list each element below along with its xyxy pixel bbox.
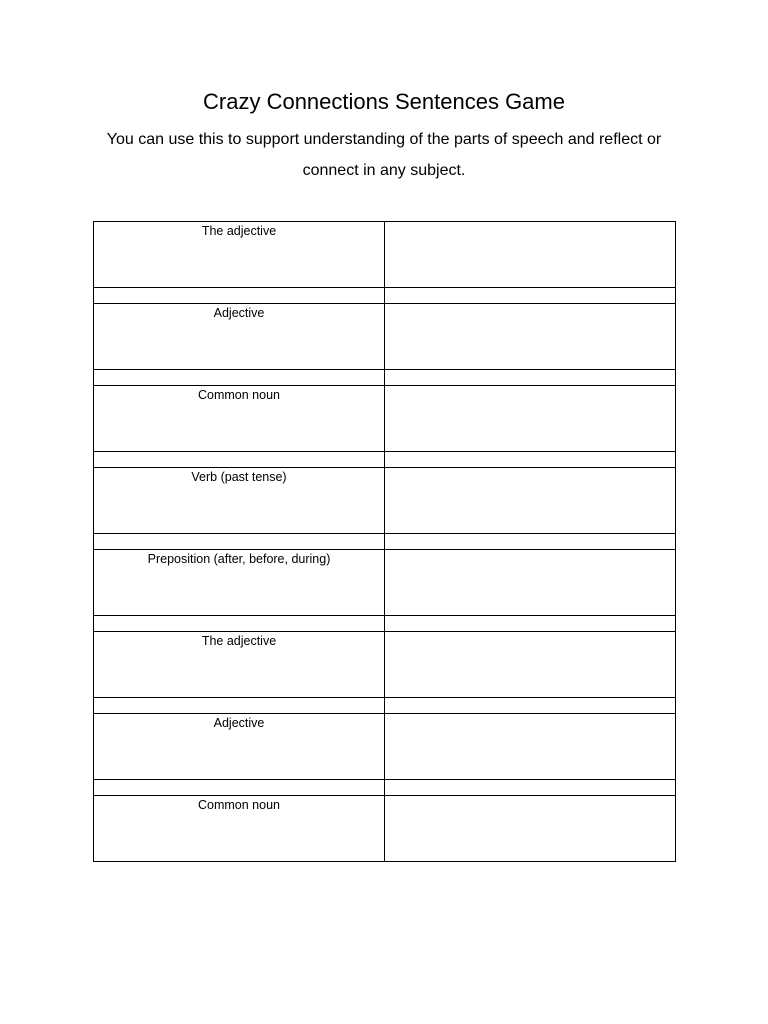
spacer-cell	[94, 370, 385, 386]
answer-cell[interactable]	[385, 304, 676, 370]
table-row	[94, 386, 676, 452]
answer-cell[interactable]	[385, 386, 676, 452]
document-title: Crazy Connections Sentences Game	[203, 89, 565, 114]
spacer-cell	[385, 370, 676, 386]
label-cell	[94, 468, 385, 534]
row-label: Adjective	[213, 306, 265, 320]
table-row	[94, 714, 676, 780]
table-row	[94, 222, 676, 288]
row-label: Preposition (after, before, during)	[147, 552, 331, 566]
label-cell	[94, 550, 385, 616]
spacer-row	[94, 534, 676, 550]
label-cell	[94, 714, 385, 780]
spacer-row	[94, 452, 676, 468]
spacer-cell	[94, 534, 385, 550]
spacer-cell	[385, 616, 676, 632]
spacer-cell	[385, 534, 676, 550]
spacer-cell	[385, 452, 676, 468]
spacer-cell	[385, 288, 676, 304]
answer-cell[interactable]	[385, 550, 676, 616]
table-row	[94, 632, 676, 698]
row-label: Common noun	[198, 388, 280, 402]
table-row	[94, 796, 676, 862]
row-label: The adjective	[201, 634, 277, 648]
spacer-cell	[94, 780, 385, 796]
row-label: Common noun	[198, 798, 280, 812]
parts-of-speech-table	[93, 221, 676, 862]
spacer-row	[94, 780, 676, 796]
row-label: The adjective	[201, 224, 277, 238]
label-cell	[94, 222, 385, 288]
spacer-cell	[94, 452, 385, 468]
label-cell	[94, 796, 385, 862]
answer-cell[interactable]	[385, 468, 676, 534]
spacer-cell	[385, 780, 676, 796]
table-row	[94, 550, 676, 616]
label-cell	[94, 632, 385, 698]
answer-cell[interactable]	[385, 796, 676, 862]
spacer-cell	[385, 698, 676, 714]
answer-cell[interactable]	[385, 714, 676, 780]
table-row	[94, 304, 676, 370]
row-label: Verb (past tense)	[191, 470, 287, 484]
spacer-cell	[94, 616, 385, 632]
label-cell	[94, 304, 385, 370]
intro-paragraph: You can use this to support understanding of the parts of speech and reflect or connect in any subject.	[106, 131, 662, 179]
spacer-row	[94, 288, 676, 304]
answer-cell[interactable]	[385, 632, 676, 698]
table-row	[94, 468, 676, 534]
spacer-cell	[94, 288, 385, 304]
answer-cell[interactable]	[385, 222, 676, 288]
spacer-row	[94, 698, 676, 714]
spacer-row	[94, 370, 676, 386]
row-label: Adjective	[213, 716, 265, 730]
spacer-row	[94, 616, 676, 632]
spacer-cell	[94, 698, 385, 714]
label-cell	[94, 386, 385, 452]
